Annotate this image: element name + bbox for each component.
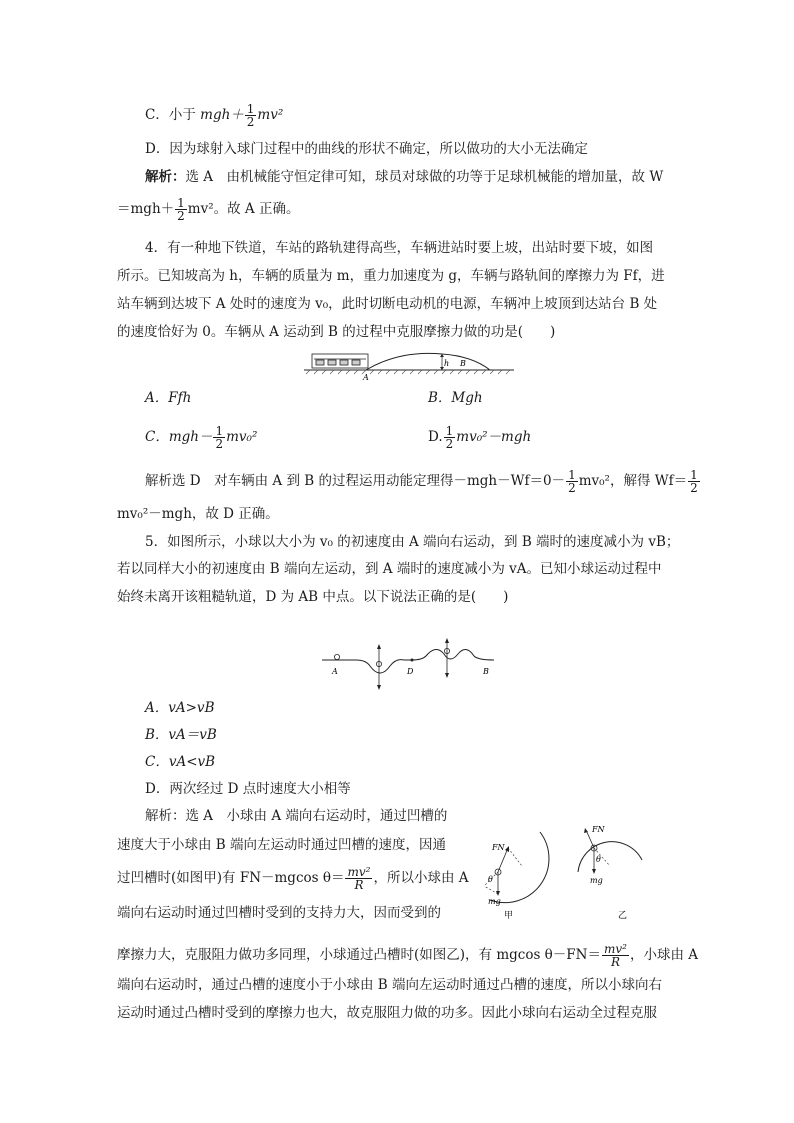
q5-track-figure: [318, 636, 498, 694]
q5-option-b: B．vA＝vB: [145, 727, 217, 743]
solution-3-line-2: [117, 197, 299, 222]
yi-label-theta: θ: [596, 855, 601, 864]
q5-option-d: D．两次经过 D 点时速度大小相等: [145, 781, 351, 797]
q4-line-4: 的速度恰好为 0。车辆从 A 运动到 B 的过程中克服摩擦力做的功是( ): [117, 324, 556, 340]
q5-line-3: 始终未离开该粗糙轨道，D 为 AB 中点。以下说法正确的是( ): [117, 589, 509, 605]
q5-arrow-up-1: [377, 644, 381, 649]
q5-solution-line-6: 端向右运动时，通过凸槽的速度小于小球由 B 端向左运动时通过凸槽的速度，所以小球向右: [117, 977, 663, 993]
q5-line-1: 5．如图所示，小球以大小为 v₀ 的初速度由 A 端向右运动，到 B 端时的速度减小为 vB；: [145, 534, 680, 550]
q4-line-2: 所示。已知坡高为 h，车辆的质量为 m，重力加速度为 g，车辆与路轨间的摩擦力为 Ff，进: [117, 268, 665, 284]
q4-option-d-post: mv₀²－mgh: [456, 429, 532, 445]
q4-solution-mid: mv₀²，解得 Wf＝: [578, 473, 688, 489]
q5-solution-line-7: 运动时通过凸槽时受到的摩擦力也大，故克服阻力做的功多。因此小球向右运动全过程克服: [117, 1005, 657, 1021]
solution-3-text-2-post: mv²。故 A 正确。: [187, 201, 300, 217]
q4-slope-curve: [366, 353, 490, 370]
jia-dashed-radius: [508, 848, 522, 866]
yi-bump-arc: [578, 842, 642, 872]
q4-solution-line-1: [145, 469, 701, 494]
q5-label-a: A: [332, 667, 338, 676]
q5-option-c: C．vA<vB: [145, 754, 216, 770]
yi-gravity-arrow: [592, 869, 596, 874]
q5-label-b: B: [483, 667, 489, 676]
solution-3-prefix: 解析：: [145, 169, 186, 185]
prev-option-d: D．因为球射入球门过程中的曲线的形状不确定，所以做功的大小无法确定: [145, 141, 588, 157]
solution-3-text-1: 选 A 由机械能守恒定律可知，球员对球做的功等于足球机械能的增加量，故 W: [185, 169, 664, 185]
q4-subway-figure: [300, 346, 518, 382]
solution-3-text-2-pre: ＝mgh＋: [117, 201, 175, 217]
q5-solution-line-4: 端向右运动时通过凹槽时受到的支持力大，因而受到的: [117, 905, 441, 921]
q4-train: [312, 354, 368, 368]
q5-solution-line-2: 速度大于小球由 B 端向左运动时通过凹槽的速度，因通: [117, 837, 447, 853]
q5-arrow-down-2: [445, 673, 449, 678]
yi-caption: 乙: [618, 911, 628, 921]
q4-option-c-post: mv₀²: [226, 429, 258, 445]
jia-caption: 甲: [504, 911, 514, 921]
q4-option-d-pre: D.: [428, 429, 443, 445]
q5-solution-line-3: [117, 866, 469, 891]
prev-option-c: [145, 103, 283, 128]
q4-option-c-pre: C．mgh－: [145, 429, 213, 445]
q5-arrow-down-1: [377, 685, 381, 690]
q4-option-b: B．Mgh: [428, 390, 483, 406]
q4-ground-hatch: [306, 370, 510, 374]
q5-point-d: [411, 659, 414, 662]
yi-label-mg: mg: [590, 876, 603, 885]
q5-solution-line-5-post: ，小球由 A: [629, 947, 698, 963]
q4-option-a: A．Ffh: [145, 390, 192, 406]
q4-option-d-fraction: $\frac{1}{2}$: [445, 424, 454, 451]
jia-label-mg: mg: [488, 897, 501, 906]
q5-arrow-up-2: [445, 638, 449, 643]
q5-option-a: A．vA>vB: [145, 700, 215, 716]
jia-component-2: [484, 886, 498, 894]
q5-line-2: 若以同样大小的初速度由 B 端向左运动，到 A 端时的速度减小为 vA。已知小球运动过程中: [117, 561, 662, 577]
q4-option-d: [428, 425, 531, 450]
q5-solution-line-5-pre: 摩擦力大，克服阻力做功多同理，小球通过凸槽时(如图乙)，有 mgcos θ－FN＝: [117, 947, 601, 963]
prev-option-c-expr-pre: mgh＋: [200, 107, 244, 123]
q4-solution-line-2: mv₀²－mgh，故 D 正确。: [117, 506, 279, 522]
figure-jia: [464, 826, 564, 922]
q5-solution-line-5: [117, 943, 698, 968]
q4-line-1: 4．有一种地下铁道，车站的路轨建得高些，车辆进站时要上坡，出站时要下坡，如图: [145, 240, 654, 256]
q5-solution-fraction-2: $\frac{\text{mv²}}{R}$: [603, 942, 627, 969]
q5-solution-line-3-post: ，所以小球由 A: [373, 870, 469, 886]
q4-solution-fraction-2: $\frac{1}{2}$: [690, 468, 698, 495]
prev-option-c-fraction: $\frac{1}{2}$: [246, 102, 255, 129]
q5-solution-fraction-1: $\frac{\text{mv²}}{R}$: [347, 865, 371, 892]
q4-label-a: A: [363, 373, 369, 382]
q5-ball-a: [334, 654, 339, 659]
q5-solution-line-3-pre: 过凹槽时(如图甲)有 FN－mgcos θ＝: [117, 870, 345, 886]
q4-option-c: [145, 425, 257, 450]
solution-3-fraction: $\frac{1}{2}$: [177, 196, 185, 223]
prev-option-c-label: C．小于: [145, 107, 196, 123]
q4-solution-pre: 解析选 D 对车辆由 A 到 B 的过程运用动能定理得－mgh－Wf＝0－: [145, 473, 566, 489]
yi-label-fn: FN: [592, 825, 605, 834]
q5-label-d: D: [407, 667, 414, 676]
q4-label-h: h: [444, 359, 450, 368]
prev-option-c-expr-post: mv²: [257, 107, 284, 123]
jia-label-fn: FN: [492, 843, 505, 852]
q4-solution-fraction-1: $\frac{1}{2}$: [568, 468, 576, 495]
q4-line-3: 站车辆到达坡下 A 处时的速度为 v₀，此时切断电动机的电源，车辆冲上坡顶到达站台 B 处: [117, 296, 658, 312]
q5-solution-line-1: 解析：选 A 小球由 A 端向右运动时，通过凹槽的: [145, 808, 448, 824]
jia-label-theta: θ: [488, 875, 493, 884]
q4-label-b: B: [460, 359, 466, 368]
q4-option-c-fraction: $\frac{1}{2}$: [215, 424, 224, 451]
solution-3-line-1: [145, 167, 663, 187]
figure-yi: [574, 820, 654, 922]
